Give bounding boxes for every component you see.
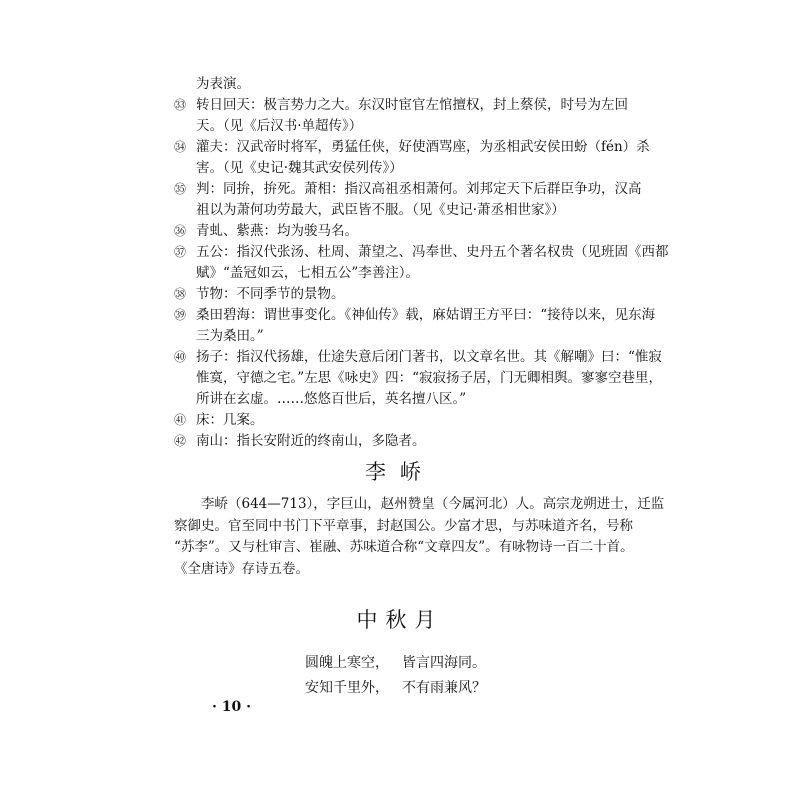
footnote-number: ㊴ — [174, 308, 187, 322]
poem-line: 圆魄上寒空， — [305, 655, 389, 671]
poem-line: 不有雨兼风？ — [402, 680, 486, 696]
footnote — [174, 95, 634, 137]
footnote-number: ㉟ — [174, 182, 187, 196]
footnote — [174, 179, 642, 221]
footnote-line: 转日回天：极言势力之大。东汉时宦官左悺擅权，封上蔡侯，时号为左回 — [196, 97, 628, 113]
footnote-number: ㊵ — [174, 350, 187, 364]
poem-line: 安知千里外， — [305, 680, 389, 696]
footnote — [174, 305, 656, 347]
footnote — [174, 242, 669, 284]
footnote-number: ㊲ — [174, 245, 187, 259]
footnote-number: ㊶ — [174, 413, 187, 427]
page-number: · 10 · — [212, 699, 251, 715]
footnote-line: 五公：指汉代张汤、杜周、萧望之、冯奉世、史丹五个著名权贵（见班固《西都 — [196, 244, 669, 260]
footnote-number: ㊷ — [174, 434, 187, 448]
footnote-line: 害。（见《史记·魏其武安侯列传》） — [196, 160, 403, 176]
footnote-number: ㉞ — [174, 140, 187, 154]
footnote — [174, 347, 663, 410]
footnote-line: 南山：指长安附近的终南山，多隐者。 — [196, 433, 426, 449]
footnote — [174, 284, 634, 305]
bio-line: “苏李”。又与杜审言、崔融、苏味道合称“文章四友”。有咏物诗一百二十首。 — [174, 539, 634, 555]
footnote-number: ㉝ — [174, 98, 187, 112]
footnote-line: 为表演。 — [196, 76, 250, 92]
footnote-line: 床：几案。 — [196, 412, 264, 428]
footnote-line: 赋》“盖冠如云，七相五公”李善注）。 — [196, 265, 420, 281]
footnote-line: 所讲在玄虚。……悠悠百世后，英名擅八区。” — [196, 391, 467, 407]
footnote-number: ㊱ — [174, 224, 187, 238]
footnote — [174, 221, 634, 242]
poem-title: 中秋月 — [356, 608, 444, 632]
footnote-line: 扬子：指汉代扬雄，仕途失意后闭门著书，以文章名世。其《解嘲》曰：“惟寂 — [196, 349, 662, 365]
footnote-line: 灌夫：汉武帝时将军，勇猛任侠，好使酒骂座，为丞相武安侯田蚡（fén）杀 — [196, 139, 650, 155]
footnote-number: ㊳ — [174, 287, 187, 301]
poem-couplet — [305, 676, 486, 701]
footnote-line: 节物：不同季节的景物。 — [196, 286, 345, 302]
footnote — [174, 431, 634, 452]
footnote-line: 祖以为萧何功劳最大，武臣皆不服。（见《史记·萧丞相世家》） — [196, 202, 565, 218]
bio-line: 李峤（644—713），字巨山，赵州赞皇（今属河北）人。高宗龙朔进士，迁监 — [201, 496, 665, 512]
footnote-line: 桑田碧海：谓世事变化。《神仙传》载，麻姑谓王方平曰：“接待以来，见东海 — [196, 307, 656, 323]
footnote-line: 惟寞，守德之宅。”左思《咏史》四：“寂寂扬子居，门无卿相舆。寥寥空巷里， — [196, 370, 663, 386]
footnote — [174, 137, 650, 179]
footnotes — [174, 74, 669, 452]
footnote — [174, 74, 634, 95]
footnote-line: 天。（见《后汉书·单超传》） — [196, 118, 363, 134]
footnote-line: 判：同拚，拚死。萧相：指汉高祖丞相萧何。刘邦定天下后群臣争功，汉高 — [196, 181, 642, 197]
author-heading: 李峤 — [365, 460, 435, 484]
bio-line: 察御史。官至同中书门下平章事，封赵国公。少富才思，与苏味道齐名，号称 — [174, 517, 633, 534]
footnote — [174, 410, 634, 431]
footnote-line: 三为桑田。” — [196, 328, 264, 344]
bio-line: 《全唐诗》存诗五卷。 — [174, 560, 309, 577]
poem-couplet — [305, 651, 486, 676]
poem-body — [305, 651, 486, 701]
author-biography — [174, 494, 665, 580]
poem-line: 皆言四海同。 — [402, 655, 486, 671]
footnote-line: 青虬、紫燕：均为骏马名。 — [196, 223, 358, 239]
